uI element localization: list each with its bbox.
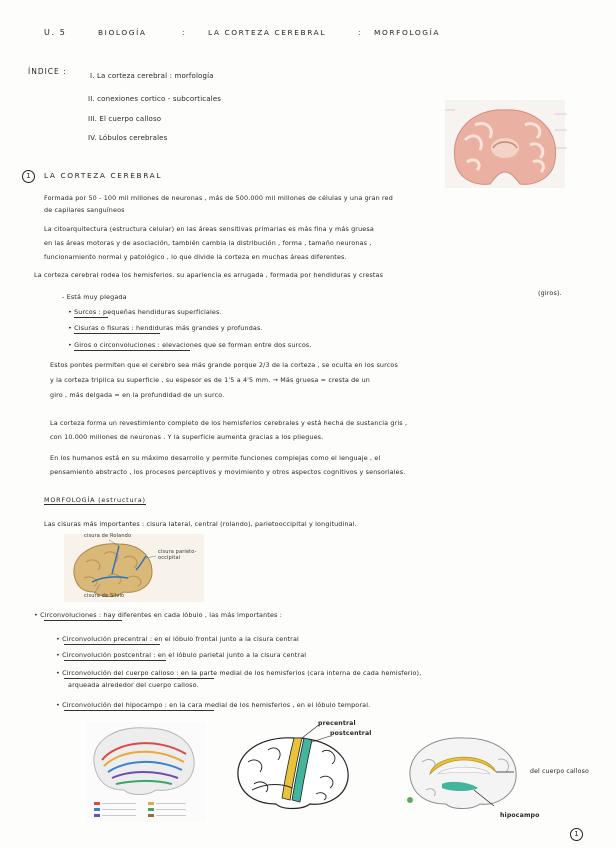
- figure-label: del cuerpo calloso: [530, 768, 589, 775]
- precentral-postcentral-figure: [232, 732, 356, 814]
- term-underline: [64, 678, 214, 679]
- section-title: LA CORTEZA CEREBRAL: [44, 171, 163, 180]
- term-underline: [74, 317, 108, 318]
- figure-label: hipocampo: [500, 812, 540, 819]
- paragraph-line: La corteza cerebral rodea los hemisferios. su apariencia es arrugada , formada por hendiduras y crestas: [34, 271, 384, 279]
- paragraph-line: Formada por 50 - 100 mil millones de neuronas , más de 500.000 mil millones de células y una gran red: [44, 194, 393, 202]
- paragraph-line: En los humanos está en su máximo desarrollo y permite funciones complejas como el lenguaje , el: [50, 454, 381, 462]
- list-item: • Surcos : pequeñas hendiduras superficiales.: [68, 308, 222, 316]
- paragraph-line: y la corteza triplica su superficie , su espesor es de 1'5 a 4'5 mm. → Más gruesa = cresta de un: [50, 376, 370, 384]
- paragraph-line: La corteza forma un revestimiento completo de los hemisferios cerebrales y está hecha de sustancia gris ,: [50, 419, 408, 427]
- list-item: • Giros o circonvoluciones : elevaciones que se forman entre dos surcos.: [68, 341, 312, 349]
- header-separator: :: [182, 28, 187, 37]
- subsection-heading: MORFOLOGÍA (estructura): [44, 496, 146, 504]
- section-number: 1: [22, 170, 35, 183]
- index-item: II. conexiones cortico - subcorticales: [88, 95, 222, 103]
- header-separator: :: [358, 28, 363, 37]
- paragraph-line: Las cisuras más importantes : cisura lateral, central (rolando), parietooccipital y longitudinal.: [44, 520, 357, 528]
- paragraph-line: de capilares sanguíneos: [44, 206, 125, 214]
- figure-label: cisura de Silvio: [84, 593, 125, 599]
- figure-label: cisura parieto-occipital: [158, 549, 197, 561]
- index-item: III. El cuerpo calloso: [88, 115, 162, 123]
- index-item: IV. Lóbulos cerebrales: [88, 134, 168, 142]
- subtopic-label: MORFOLOGÍA: [374, 28, 441, 37]
- figure-label: precentral: [318, 720, 356, 727]
- paragraph-line: • Circonvoluciones : hay diferentes en cada lóbulo , las más importantes :: [34, 611, 282, 619]
- subject-label: BIOLOGÍA: [98, 28, 147, 37]
- list-item: • Circonvolución postcentral : en el lóbulo parietal junto a la cisura central: [56, 651, 307, 659]
- paragraph-line: funcionamiento normal y patológico , lo que divide la corteza en muchas áreas diferentes.: [44, 253, 347, 261]
- index-label: ÍNDICE :: [28, 67, 67, 76]
- figure-label: cisura de Rolando: [84, 533, 132, 539]
- term-underline: [74, 333, 160, 334]
- unit-label: U. 5: [44, 28, 67, 37]
- paragraph-line: giro , más delgada = en la profundidad de un surco.: [50, 391, 225, 399]
- paragraph-line: Estos pontes permiten que el cerebro sea más grande porque 2/3 de la corteza , se oculta en los surcos: [50, 361, 398, 369]
- list-item: - Está muy plegada: [62, 293, 127, 301]
- term-underline: [44, 620, 122, 621]
- list-item: • Circonvolución del cuerpo calloso : en la parte medial de los hemisferios (cara interna de cada hemisferio),: [56, 669, 422, 677]
- figure-label: postcentral: [330, 730, 372, 737]
- paragraph-line: pensamiento abstracto , los procesos perceptivos y movimiento y otros aspectos cognitivos y sensoriales.: [50, 468, 406, 476]
- list-item: • Cisuras o fisuras : hendiduras más grandes y profundas.: [68, 324, 263, 332]
- index-item: I. La corteza cerebral : morfología: [90, 72, 214, 80]
- topic-label: LA CORTEZA CEREBRAL: [208, 28, 327, 37]
- list-item: • Circonvolución del hipocampo : en la cara medial de los hemisferios , en el lóbulo temporal.: [56, 701, 371, 709]
- paragraph-line: La citoarquitectura (estructura celular) en las áreas sensitivas primarias es más fina y más gruesa: [44, 225, 374, 233]
- brain-coronal-section-image: [445, 100, 565, 190]
- paragraph-line: en las áreas motoras y de asociación, también cambia la distribución , forma , tamaño neuronas ,: [44, 239, 372, 247]
- page-number: 1: [570, 828, 583, 841]
- term-underline: [64, 644, 160, 645]
- paragraph-line: (giros).: [538, 289, 562, 297]
- medial-brain-figure: [404, 732, 524, 814]
- paragraph-line: con 10.000 millones de neuronas . Y la superficie aumenta gracias a los pliegues.: [50, 433, 324, 441]
- term-underline: [64, 710, 214, 711]
- term-underline: [74, 350, 190, 351]
- white-matter-tracts-figure: [86, 722, 206, 822]
- term-underline: [64, 660, 166, 661]
- brain-fissures-figure: [64, 534, 204, 602]
- list-item: arqueada alrededor del cuerpo calloso.: [68, 681, 199, 689]
- list-item: • Circonvolución precentral : en el lóbulo frontal junto a la cisura central: [56, 635, 299, 643]
